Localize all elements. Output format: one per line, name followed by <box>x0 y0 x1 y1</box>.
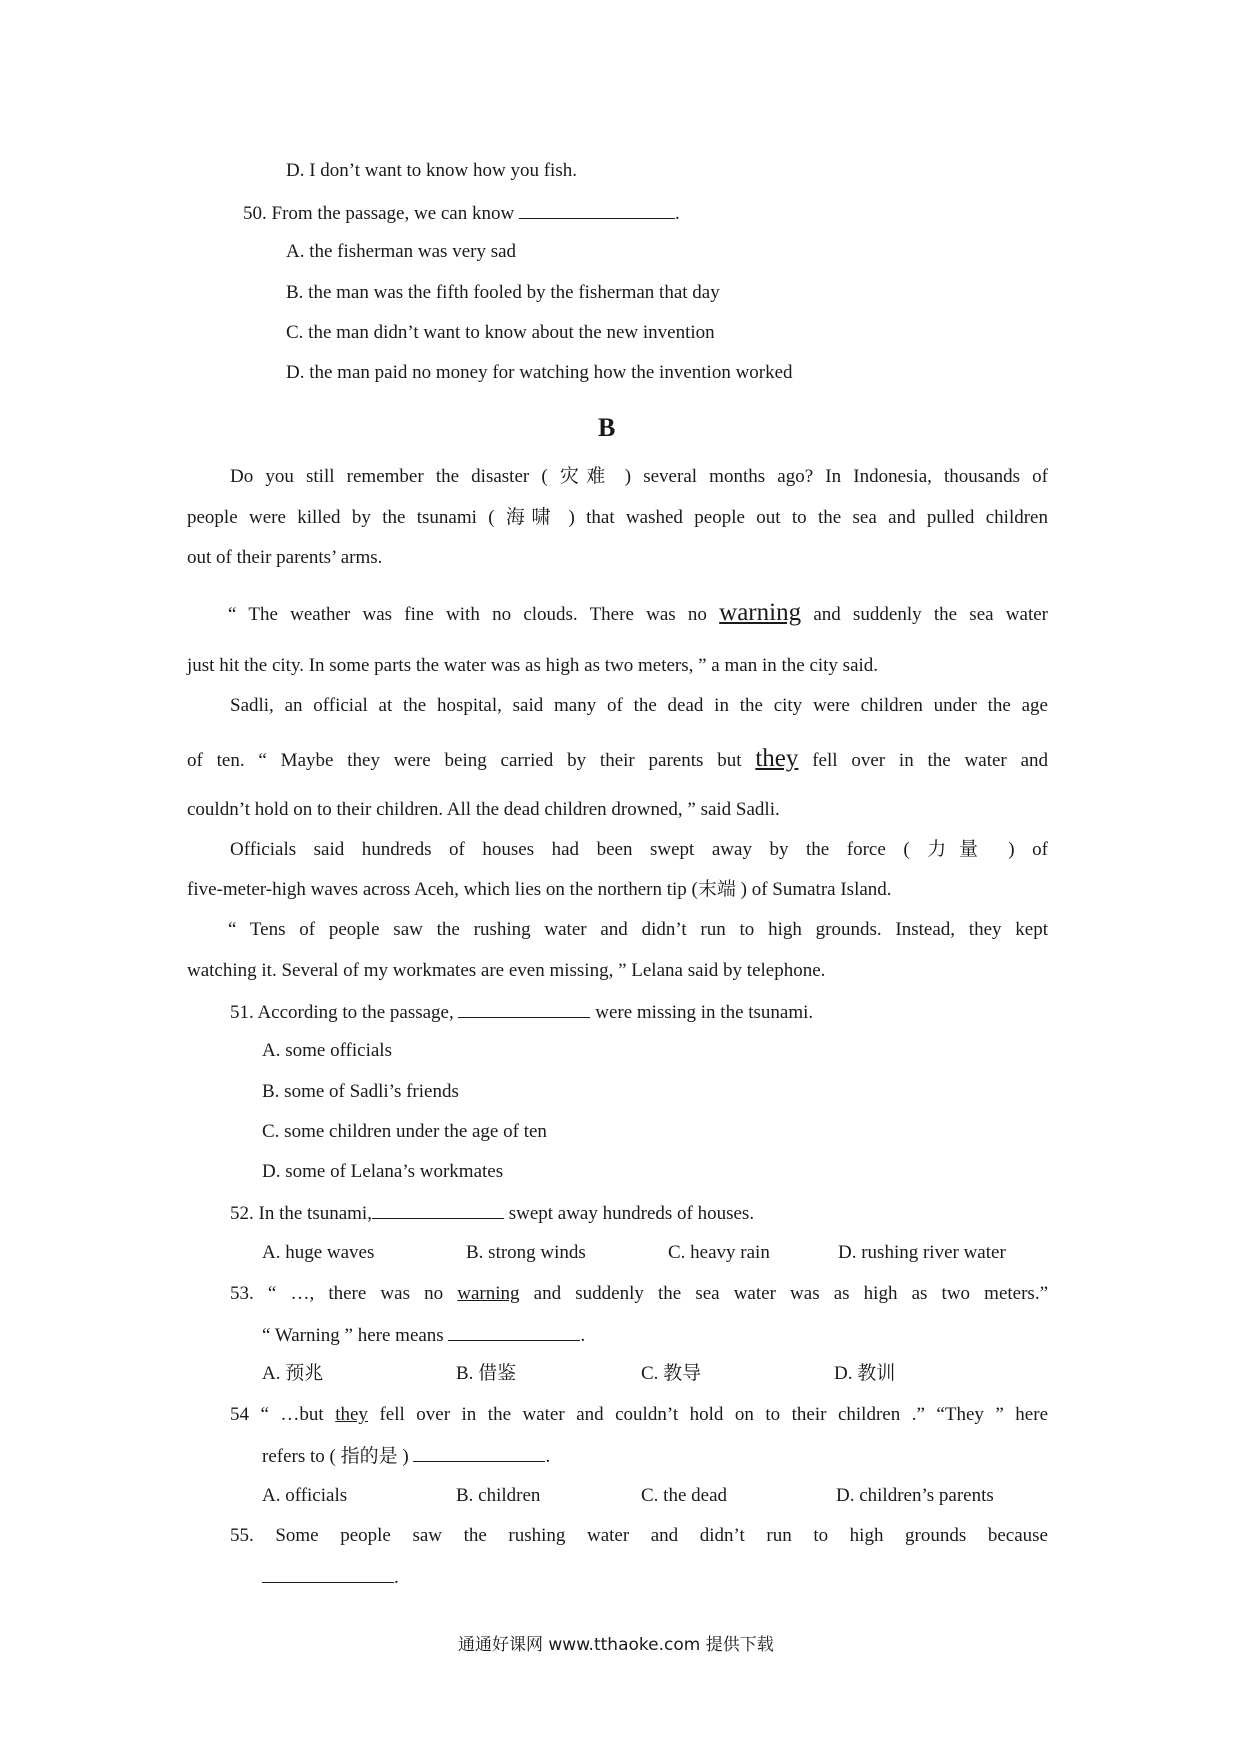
passage-p3-text-a: of ten. “ Maybe they were being carried by their parents but <box>187 750 742 771</box>
passage-p2-text-a: “ The weather was fine with no clouds. There was no <box>228 604 707 625</box>
q52-option-a: A. huge waves <box>262 1242 375 1263</box>
passage-p2-line1 <box>228 598 1048 630</box>
q51-option-c: C. some children under the age of ten <box>262 1121 547 1142</box>
q52-stem <box>230 1200 754 1226</box>
q54-line2 <box>262 1443 550 1469</box>
q55-line1: 55. Some people saw the rushing water and didn’t run to high grounds because <box>230 1525 1048 1546</box>
q51-answer-blank <box>458 999 590 1018</box>
q55-line2-end: . <box>394 1567 399 1588</box>
q54-they-word: they <box>335 1404 368 1425</box>
q51-stem <box>230 999 813 1025</box>
q55-line2 <box>262 1564 399 1590</box>
q51-stem-end: were missing in the tsunami. <box>595 1002 814 1023</box>
q54-line1 <box>230 1403 1048 1427</box>
passage-p2-text-b: and suddenly the sea water <box>813 604 1049 625</box>
q53-line2-end: . <box>580 1325 586 1346</box>
q54-text-a: 54 “ …but <box>230 1404 324 1425</box>
q54-option-a: A. officials <box>262 1485 348 1506</box>
q53-line2-text: “ Warning ” here means <box>262 1325 444 1346</box>
passage-p3-text-b: fell over in the water and <box>812 750 1049 771</box>
passage-p3-line3: couldn’t hold on to their children. All the dead children drowned, ” said Sadli. <box>187 799 780 820</box>
q54-text-b: fell over in the water and couldn’t hold on to their children .” “They ” here <box>379 1404 1049 1425</box>
q53-text-a: 53. “ …, there was no <box>230 1283 444 1304</box>
page-footer: 通通好课网 www.tthaoke.com 提供下载 <box>458 1635 774 1655</box>
q53-warning-word: warning <box>457 1283 520 1304</box>
q52-option-d: D. rushing river water <box>838 1242 1006 1263</box>
q51-option-a: A. some officials <box>262 1040 392 1061</box>
q53-option-b: B. 借鉴 <box>456 1363 517 1384</box>
q54-answer-blank <box>413 1443 545 1462</box>
q50-stem-end: . <box>674 203 680 224</box>
q54-option-c: C. the dead <box>641 1485 728 1506</box>
q50-stem <box>243 200 680 226</box>
q50-option-a: A. the fisherman was very sad <box>286 241 517 262</box>
q54-line2-end: . <box>545 1446 551 1467</box>
q49-option-d: D. I don’t want to know how you fish. <box>286 160 577 181</box>
q50-option-b: B. the man was the fifth fooled by the fisherman that day <box>286 282 720 303</box>
q54-option-d: D. children’s parents <box>836 1485 994 1506</box>
q52-option-c: C. heavy rain <box>668 1242 770 1263</box>
q53-answer-blank <box>448 1322 580 1341</box>
q55-answer-blank <box>262 1564 394 1583</box>
passage-p5-line2: watching it. Several of my workmates are even missing, ” Lelana said by telephone. <box>187 960 826 981</box>
q53-line2 <box>262 1322 585 1348</box>
q53-line1 <box>230 1282 1048 1306</box>
q50-option-c: C. the man didn’t want to know about the new invention <box>286 322 715 343</box>
q52-stem-end: swept away hundreds of houses. <box>508 1203 755 1224</box>
q54-option-b: B. children <box>456 1485 541 1506</box>
passage-p2-line2: just hit the city. In some parts the water was as high as two meters, ” a man in the city said. <box>187 655 879 676</box>
q52-stem-text: 52. In the tsunami, <box>230 1203 372 1224</box>
q53-text-b: and suddenly the sea water was as high as two meters.” <box>533 1283 1049 1304</box>
q51-stem-text: 51. According to the passage, <box>230 1002 454 1023</box>
q54-line2-text: refers to ( 指的是 ) <box>262 1446 409 1467</box>
passage-p4-line2: five-meter-high waves across Aceh, which lies on the northern tip (末端 ) of Sumatra Island. <box>187 879 892 900</box>
passage-p1-line1: Do you still remember the disaster ( 灾难 ) several months ago? In Indonesia, thousands of <box>230 466 1048 487</box>
q51-option-d: D. some of Lelana’s workmates <box>262 1161 504 1182</box>
passage-p1-line3: out of their parents’ arms. <box>187 547 383 568</box>
passage-they-word: they <box>755 745 799 772</box>
passage-p3-line2 <box>187 744 1048 776</box>
q53-option-d: D. 教训 <box>834 1363 896 1384</box>
q50-option-d: D. the man paid no money for watching how the invention worked <box>286 362 793 383</box>
q53-option-c: C. 教导 <box>641 1363 702 1384</box>
passage-p3-line1: Sadli, an official at the hospital, said many of the dead in the city were children under the age <box>230 695 1048 716</box>
q52-answer-blank <box>372 1200 504 1219</box>
passage-p5-line1: “ Tens of people saw the rushing water and didn’t run to high grounds. Instead, they kept <box>228 919 1048 940</box>
passage-p1-line2: people were killed by the tsunami ( 海啸 ) that washed people out to the sea and pulled children <box>187 507 1048 528</box>
q53-option-a: A. 预兆 <box>262 1363 324 1384</box>
passage-p4-line1: Officials said hundreds of houses had been swept away by the force ( 力量 ) of <box>230 839 1048 860</box>
q50-answer-blank <box>519 200 675 219</box>
passage-warning-word: warning <box>719 599 802 626</box>
q52-option-b: B. strong winds <box>466 1242 586 1263</box>
q51-option-b: B. some of Sadli’s friends <box>262 1081 459 1102</box>
q50-stem-text: 50. From the passage, we can know <box>243 203 515 224</box>
section-heading: B <box>598 413 616 442</box>
